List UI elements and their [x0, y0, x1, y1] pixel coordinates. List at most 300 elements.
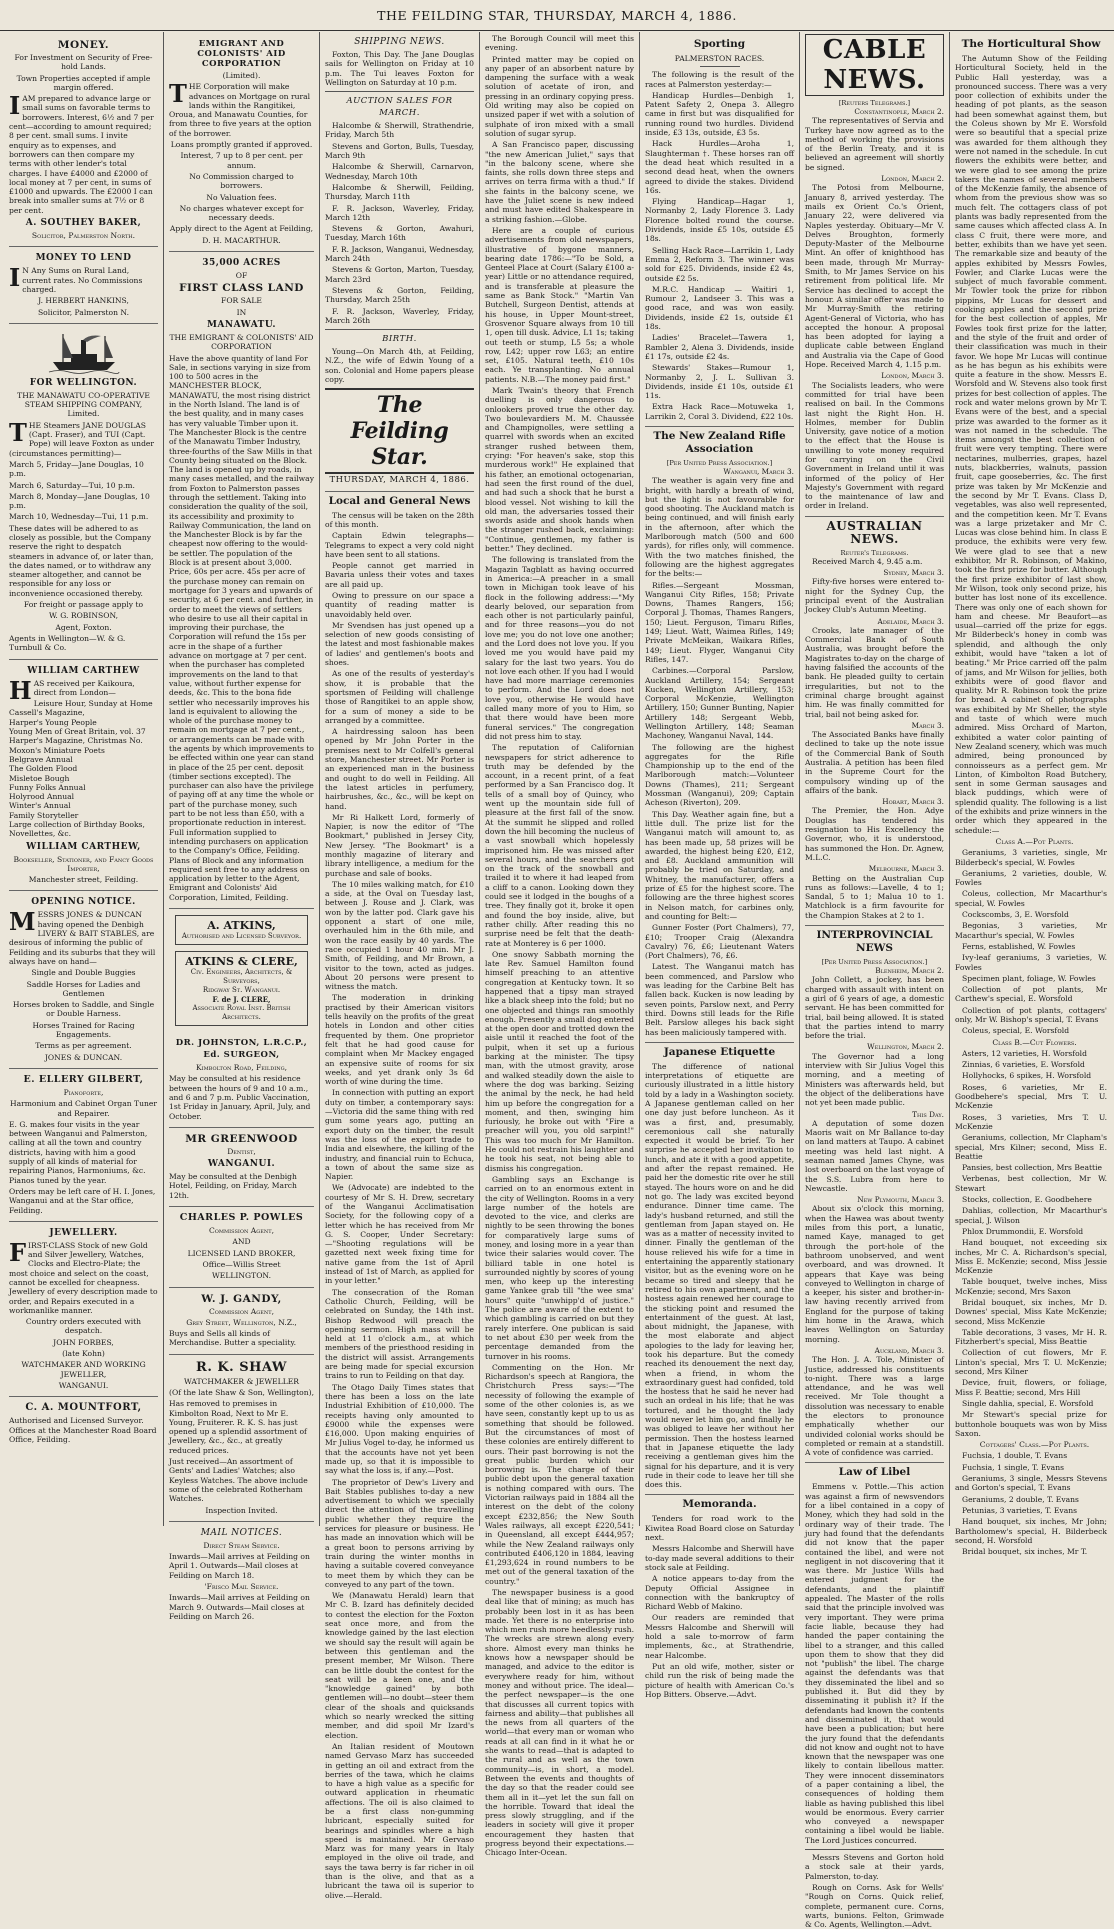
interprovincial-heading: INTERPROVINCIAL NEWS — [805, 925, 944, 955]
shaw-assortment: Just received—An assortment of Gents' and Ladies' Watches; also Keyless Watches. The above include some of the celebrated Rotherham Watches. — [169, 1457, 308, 1504]
johnston-addr: Kimbolton Road, Feilding, — [195, 1063, 287, 1073]
news-paragraph: The newspaper business is a good deal like that of mining; as much has probably been lost in it as has been made. Yet there is no enterprise into which men rush more heedlessly rush. The wrecks are strewn along every shore. Almost every man thinks he knows how a newspaper should be managed, and advice to the editor is everywhere ready for him, without money and without price. The ideal—the perfect newspaper—is the one that discusses all current topics with fairness and ability—that publishes all the news from all quarters of the world—that every man or woman who reads at all can find in it what he or she wants to read—that is adapted to the rural and as well as the town community—is, in short, a model. Between the events and thoughts of the day so that the reader could see them all in it—yet let the sun fall on the horrible. Toward that ideal the press slowly struggling, and if the leaders in society will give it proper encouragement they hasten that progress beyond their expectations.—Chicago Inter-Ocean. — [485, 1587, 634, 1858]
news-paragraph: People cannot get married in Bavaria unless their votes and taxes are all paid up. — [325, 561, 474, 589]
news-paragraph: A hairdressing saloon has been opened by Mr John Porter in the premises next to Mr Colfell's general store, Manchester street. Mr Porter is an experienced man in the business and ought to do well in Feilding. All the latest articles in perfumery, hairbrushes, &c., &c., will be kept on hand. — [325, 727, 474, 811]
list-item: Funny Folks Annual — [9, 782, 86, 792]
johnston-body: May be consulted at his residence between the hours of 9 and 10 a.m., and 6 and 7 p.m. Public Vaccination, 1st Friday in January, April, July, and October. — [169, 1074, 311, 1121]
jones-item: Saddle Horses for Ladies and Gentlemen — [26, 979, 141, 998]
cable-item: The representatives of Servia and Turkey have now agreed as to the method of working the provisions of the Berlin Treaty, and it is believed an agreement will shortly be signed. — [805, 116, 944, 172]
dropcap-i: I — [9, 263, 21, 293]
jones-item: Horses broken to Saddle, and Single or Double Harness. — [12, 1000, 155, 1019]
news-paragraph: Mr Ri Halkett Lord, formerly of Napier, is now the editor of "The Bookmart," published in Jersey City, New Jersey. "The Bookmart" is a monthly magazine of literary and library intelligence, a medium for the purchase and sale of books. — [325, 812, 474, 878]
cable-location: London, March 3. — [881, 371, 944, 381]
prize-item: Collection of pot plants, Mr Carthew's special, E. Worsfold — [955, 985, 1107, 1004]
column-3 — [320, 32, 480, 1900]
memo-paragraph: A notice appears to-day from the Deputy Official Assignee in connection with the bankruptcy of Richard Webb of Makino. — [645, 1574, 794, 1612]
star-date: THURSDAY, MARCH 4, 1886. — [329, 475, 470, 486]
race-result: M.R.C. Handicap — Waitiri 1, Rumour 2, Landseer 3. This was a good race, and was won easily. Dividends, inside £2 1s, outside £1 18s. — [645, 284, 794, 332]
steam-body: THE Steamers JANE DOUGLAS (Capt. Fraser), and TUI (Capt. Pope) will leave Foxton as under (circumstances permitting)— — [9, 417, 155, 458]
greenwood-town: WANGANUI. — [207, 1159, 276, 1170]
mail-direct: Direct Steam Service. — [203, 1540, 280, 1550]
prize-item: Phlox Drummondii, E. Worsfold — [962, 1226, 1084, 1236]
news-paragraph: The Otago Daily Times states that there has been a loss on the late Industrial Exhibition of £10,000. The receipts having only amounted to £9000 while the expenses were £16,000. Upon making enquiries of Mr Julius Vogel to-day, he informed us that the accounts have not yet been made up, so that it is impossible to say what the loss is, if any.—Post. — [325, 1382, 474, 1476]
gandy-addr: Grey Street, Wellington, N.Z., — [186, 1317, 297, 1327]
cable-location: London, March 2. — [881, 174, 944, 184]
lend-heading: MONEY TO LEND — [35, 253, 132, 264]
powles-licence: LICENSED LAND BROKER, — [187, 1248, 296, 1258]
emigrant-ltd: (Limited). — [222, 71, 261, 80]
atkins-clere-addr: Ridgway St. Wanganui. — [202, 986, 281, 995]
cable-location: Constantinople, March 2. — [854, 107, 944, 116]
divider — [700, 66, 740, 67]
prize-item: Zinnias, 6 varieties, E. Worsfold — [962, 1060, 1085, 1070]
dropcap-t: T — [9, 417, 27, 447]
gandy-sub: Commission Agent, — [208, 1306, 274, 1316]
column-1 — [4, 32, 164, 1526]
shaw-heading: R. K. SHAW — [196, 1359, 287, 1375]
auction-item: Stevens & Gorton, Marton, Tuesday, March 23rd — [325, 265, 474, 284]
list-item: Moxon's Miniature Poets — [9, 745, 105, 755]
gandy-heading: W. J. GANDY, — [201, 1292, 282, 1305]
rough-on-corns-ad: Rough on Corns. Ask for Wells' "Rough on Corns. Quick relief, complete, permanent cure. Corns, warts, bunions. Felton, Grimwade & Co. Agents, Wellington.—Advt. — [805, 1882, 944, 1929]
forbes-title: WATCHMAKER AND WORKING JEWELLER, — [21, 1360, 146, 1379]
aus-location: Hobart, March 3. — [882, 797, 944, 807]
prize-item: Verbenas, best collection, Mr W. Stewart — [955, 1174, 1107, 1193]
dropcap-m: M — [9, 907, 36, 937]
race-result: Flying Handicap—Hagar 1, Normanby 2, Lady Florence 3. Lady Florence bolted round the course. Dividends, inside £5 10s, outside £5 18s. — [645, 197, 794, 244]
mail-body-2: Inwards—Mail arrives at Feilding on March 9. Outwards—Mail closes at Feilding on March 26. — [169, 1593, 310, 1621]
nocomm-line: No Commission charged to borrowers. — [189, 171, 294, 191]
sailing-2: March 6, Saturday—Tui, 10 p.m. — [9, 480, 135, 490]
list-item: Cassell's Magazine, — [9, 708, 85, 718]
gilbert-body: E. G. makes four visits in the year between Wanganui and Palmerston, calling at all the town and country districts, having with him a good supply of all kinds of material for repairing Pianos, Harmoniums, &c. Pianos tuned by the year. — [9, 1119, 148, 1185]
aus-location: Adelaide, March 3. — [877, 616, 944, 626]
news-paragraph: Gambling says an Exchange is carried on to an enormous extent in the city of Wellington. Rooms in a very large number of the hotels are devoted to the vice, and clerks are nightly to be seen throwing the bones for comparatively large sums of money, and losing more in a year than twice their salaries would cover. The billiard table in one hotel is surrounded nightly by scores of young men, who keep up the interesting game Yankee grab till "the wee sma' hours" quite "unwhipp'd of justice." The police are aware of the extent to which gambling is carried on but they rarely interfere. One publican is said to net about £30 per week from the percentage demanded from the turnover in his rooms. — [485, 1174, 634, 1361]
news-paragraph: Mr Svendsen has just opened up a selection of new goods consisting of the latest and most fashionable makes of ladies' and gentlemen's boots and shoes. — [325, 620, 474, 668]
auction-item: Stevens & Gorton, Feilding, Thursday, March 25th — [325, 285, 474, 305]
inter-item: John Collett, a jockey, has been charged with assault with intent on a girl of 6 years of age, a domestic servant. He has been committed for trial, bail being allowed. It is stated that the parties intend to marry before the trial. — [805, 975, 944, 1041]
local-news-heading: Local and General News — [325, 491, 474, 508]
race-result: Ladies' Bracelet—Tawera 1, Rambler 2, Alena 3. Dividends, inside £1 17s, outside £2 4s. — [645, 333, 794, 361]
forbes-late: (late Kohn) — [62, 1349, 105, 1359]
money-ad — [9, 34, 158, 247]
divider — [325, 91, 474, 92]
prize-item: Begonias, 3 varieties, Mr Macarthur's special, W. Fowles — [955, 921, 1107, 940]
prize-item: Collection of pot plants, cottagers' only, Mr W. Bishop's special, T. Evans — [955, 1005, 1107, 1024]
emig2-heading: THE EMIGRANT & COLONISTS' AID CORPORATION — [169, 332, 314, 352]
gandy-body: Buys and Sells all kinds of Merchandise. Butter a speciality. — [169, 1329, 297, 1348]
news-paragraph: As one of the results of yesterday's show, it is probable that the sportsmen of Feilding will challenge those of Rangitikei to an apple show, for a sum of money a side to be arranged by a committee. — [325, 669, 474, 725]
firstclass-heading: FIRST CLASS LAND — [179, 282, 304, 295]
baker-title: Solicitor, Palmerston North. — [31, 231, 136, 241]
forbes-name: JOHN FORBES, — [53, 1337, 114, 1347]
atkins-clere-name: ATKINS & CLERE, — [185, 955, 298, 969]
column-6 — [800, 32, 950, 1929]
opening-heading: OPENING NOTICE. — [31, 897, 136, 908]
lend-ad — [9, 247, 158, 323]
money-line: Town Properties accepted if ample margin offered. — [16, 73, 151, 92]
news-paragraph: The consecration of the Roman Catholic Church, Feilding, will be celebrated on Sunday, the 14th inst. Bishop Redwood will preach the opening sermon. High mass will be held at 11 o'clock a.m., at which members of the priesthood residing in the district will assist. Arrangements are being made for special excursion trains to run to Feilding on that day. — [325, 1287, 474, 1381]
memo-paragraph: Put an old wife, mother, sister or child run the risk of being made the picture of health with American Co.'s Hop Bitters. Observe.—Advt. — [645, 1661, 794, 1699]
carthew-name: WILLIAM CARTHEW, — [26, 841, 141, 852]
list-item: Holyrood Annual — [9, 792, 75, 802]
carthew-more: Large collection of Birthday Books, Novellettes, &c. — [9, 820, 145, 839]
gilbert-orders: Orders may be left care of H. I. Jones, Wanganui and at the Star office, Feilding. — [9, 1186, 156, 1215]
news-paragraph: The moderation in drinking practised by their American visitors tells heavily on the profits of the great hotels in London and other cities frequented by them. One proprietor felt that he had good cause for complaint when Mr Mackey engaged an expensive suite of rooms for six weeks, and yet drank only 3s 6d worth of wine during the time. — [325, 993, 474, 1087]
atkins-box — [175, 915, 308, 945]
nocharges-line: No charges whatever except for necessary deeds. — [179, 203, 304, 223]
greenwood-sub: Dentist, — [227, 1146, 256, 1156]
rifle-source: [Per United Press Association.] — [666, 458, 773, 467]
jones-sign: JONES & DUNCAN. — [44, 1052, 123, 1062]
prize-item: Geraniums, 2 varieties, double, W. Fowles — [955, 868, 1107, 888]
prize-item: Table bouquet, twelve inches, Miss McKenzie; second, Mrs Saxon — [955, 1277, 1107, 1296]
macarthur-name: D. H. MACARTHUR. — [202, 235, 281, 245]
carthew-ad — [9, 660, 158, 892]
cable-source: [Reuters Telegrams.] — [838, 99, 911, 107]
news-paragraph: Printed matter may be copied on any paper of an absorbent nature by dampening the surface with a weak solution of acetate of iron, and pressing in an ordinary copying press. Old writing may also be copied on unsized paper if wet with a solution of sulphate of iron mixed with a small solution of sugar syrup. — [485, 54, 634, 138]
greenwood-body: May be consulted at the Denbigh Hotel, Feilding, on Friday, March 12th. — [169, 1172, 297, 1200]
list-item: Young Men of Great Britain, vol. 37 — [9, 727, 146, 737]
etiquette-heading: Japanese Etiquette — [645, 1042, 794, 1059]
dropcap-i: I — [9, 91, 21, 121]
mail-body: Inwards—Mail arrives at Feilding on April 1. Outwards—Mail closes at Feilding on March 18. — [169, 1552, 310, 1580]
news-paragraph: A San Francisco paper, discussing "the new American Juliet," says that "in the balcony scene, where she faints, she rolls down three steps and arrives on terra firma with a thud." If she faints in the balcony scene, we have the Juliet scene is new indeed and must have edited Shakespeare in a striking fashion.—Globe. — [485, 140, 634, 224]
gandy-ad — [169, 1288, 314, 1355]
prize-item: Ferns, established, W. Fowles — [962, 941, 1076, 951]
robinson-name: W. G. ROBINSON, — [48, 611, 119, 621]
local-news — [325, 511, 474, 1900]
race-result: The following is the result of the races at Palmerston yesterday:— — [645, 70, 794, 89]
sailing-4: March 10, Wednesday—Tui, 11 p.m. — [9, 512, 149, 522]
aus-item: Fifty-five horses were entered to-night for the Sydney Cup, the principal event of the Australian Jockey Club's Autumn Meeting. — [805, 577, 944, 615]
race-result: Selling Hack Race—Larrikin 1, Lady Emma 2, Reform 3. The winner was sold for £25. Dividends, inside £2 4s, outside £2 5s. — [645, 245, 794, 283]
inter-location: Wellington, March 2. — [867, 1042, 944, 1052]
loans-line: Loans promptly granted if approved. — [170, 140, 313, 150]
auction-item: Halcombe & Sherwill, Strathendrie, Friday, March 5th — [325, 121, 474, 140]
shaw-late: (Of the late Shaw & Son, Wellington), — [169, 1387, 314, 1397]
prize-item: Collection of cut flowers, Mr F. Linton's special, Mrs T. U. McKenzie; second, Mrs Kilner — [955, 1348, 1107, 1377]
auction-item: Halcombe & Sherwill, Carnarvon, Wednesday, March 10th — [325, 162, 474, 181]
rifle-paragraph: The following are the highest aggregates for the Rifle Championship up to the end of the Marlborough match:—Volunteer Downs (Thames), 211; Sergeant Mossman (Wanganui), 209; Captain Acheson (Riverton), 209. — [645, 742, 794, 808]
hort-paragraph: The Autumn Show of the Feilding Horticultural Society, held in the Public Hall yesterday, was a pronounced success. There was a very poor collection of exhibits under the heading of pot plants, as the season had been somewhat against them, but the Coleus shown by Mr E. Worsfold were so beautiful that a special prize was awarded for them although they were not named in the schedule. In cut flowers the exhibits were better, and we were glad to see among the prize takers the names of several members of the McKenzie family, the absence of whom from the previous show was so much felt. The cottagers class of pot plants was badly represented from the same causes which affected class A. In class C fruit, there were more, and better, exhibits than we have yet seen. The remarkable size and beauty of the apples exhibited by Messrs Fowles, Fowler, and Clarke Lucas were the subject of much favorable comment. Mr Towler took the prize for ribbon pippins, Mr Lucas for dessert and cooking apples and the second prize for the best collection of apples, Mr Fowles took first prize for the latter, and the style of the fruit and order of their classification was much in their favor. We hope Mr Lucas will continue as he has begun as his exhibits were quite a feature in the show. Messrs E. Worsfold and W. Stevens also took first prizes for best collection of apples. The rock and water melons grown by Mr T. Evans were of the best, and a special prize was awarded to the former as it was not named in the schedule. The items amongst the best collection of fruit were very tempting. There were nectarines, mulberries, grapes, hazel nuts, blackberries, walnuts, passion fruit, cape gooseberries, &c. The first prize was taken by Mr McKenzie and the second by Mr T. Evans. Class D, vegetables, was also well represented, and the competition keen. Mr T. Evans was a large prizetaker and Mr C. Lucas was close behind him. In class E produce, the exhibits were very few. We were glad to see that a new exhibitor, Mr R. Robinson, of Makino, took the first prize for butter. Although the first prize exhibitor of last show, Mr Wilson, took only second prize, his butter has lost none of its excellence. There was only one of each shown for ham and cheese. Mr Beaufort—as usual—carried off the prize for eggs. Mr Bilderbeck's honey in comb was splendid, and although the only exhibit, would have "taken a lot of beating." Mr Price carried off the palm of jams, and Mr Wilson for jellies, both exhibits were of good flavor and quality. Mr R. Robinson took the prize for bread. A cabinet of photographs was exhibited by Mr Sheller, the style and taste of which were much admired. Miss Orchard of Marton, exhibited a water color painting of New Zealand scenery, which was much admired, being pronounced by connoisseurs as a perfect gem. Mr Linton, of Kimbolton Road Butchery, sent in some German sausages and black puddings, which were of splendid quality. The following is a list of the exhibits and prize winners in the order which they appeared in the schedule:— — [955, 54, 1107, 835]
jewellery-ad — [9, 1222, 158, 1397]
greenwood-ad — [169, 1128, 314, 1207]
agents-line: Agents in Wellington—W. & G. Turnbull & Co. — [9, 633, 126, 653]
hankins-title: Solicitor, Palmerston N. — [37, 307, 129, 317]
mountfort-body: Authorised and Licensed Surveyor. Offices at the Manchester Road Board Office, Feilding. — [9, 1416, 157, 1444]
inter-location: Auckland, March 3. — [874, 1345, 944, 1355]
prize-item: Specimen plant, foliage, W. Fowles — [962, 973, 1096, 983]
inter-location: New Plymouth, March 3. — [857, 1195, 944, 1205]
powles-ad — [169, 1207, 314, 1287]
rifle-heading: The New Zealand Rifle Association — [645, 426, 794, 456]
baker-name: A. SOUTHEY BAKER, — [25, 218, 142, 229]
mail-notices — [169, 1522, 314, 1627]
rifle-paragraph: This Day. Weather again fine, but a little dull. The prize list for the Wanganui match will amount to, as has been made up, 58 prizes will be awarded, the highest being £20, £12, and £8. Auckland ammunition will probably be tried on Saturday, and Whitney, the manufacturer, offers a prize of £5 for the highest score. The following are the three highest scores in Nelson match, for carbines only, and counting for Belt:— — [645, 809, 794, 921]
australian-news-heading: AUSTRALIAN NEWS. — [805, 516, 944, 546]
libel-heading: Law of Libel — [805, 1462, 944, 1479]
powles-sub: Commission Agent, — [208, 1226, 274, 1236]
prize-item: Roses, 3 varieties, Mrs T. U. McKenzie — [955, 1112, 1107, 1131]
auction-item: F. R. Jackson, Wanganui, Wednesday, March 24th — [325, 244, 474, 264]
powles-and: AND — [232, 1237, 251, 1247]
aus-received: Received March 4, 9.45 a.m. — [812, 556, 923, 566]
jewellery-country: Country orders executed with despatch. — [25, 1317, 142, 1336]
johnston-heading: DR. JOHNSTON, L.R.C.P., Ed. SURGEON, — [175, 1038, 308, 1061]
race-result: Hack Hurdles—Aroha 1, Slaughterman †. These horses ran off the dead heat which resulted in a second dead heat, when the owners agreed to divide the stakes. Dividend 16s. — [645, 139, 794, 195]
sailing-1: March 5, Friday—Jane Douglas, 10 p.m. — [9, 459, 144, 479]
divider — [805, 1849, 944, 1850]
manawatu-heading: MANAWATU. — [206, 319, 277, 330]
land-sale-ad — [169, 252, 314, 909]
columns — [4, 32, 1112, 1929]
prize-item: Cockscombs, 3, E. Worsfold — [962, 910, 1069, 920]
prize-item: Coleus, collection, Mr Macarthur's special, W. Fowles — [955, 889, 1107, 908]
etiquette-paragraph: The difference of national interpretations of etiquette are curiously illustrated in a little history told by a lady in a Washington society. A Japanese gentleman called on her one day just before luncheon. As it was a first, and, presumably, ceremonious call she naturally expected it would be brief. To her surprise he accepted her invitation to lunch, and ate it with a good appetite, and after the repast remained. He paid her the domestic rite over he still stayed. The hours wore on and he did not go. The lady was excited beyond endurance. Dinner time came. The lady's husband returned, and still the gentleman from Japan stayed on. He was as a matter of necessity invited to dinner. Finally the gentleman of the house relieved his wife for a time in entertaining the apparently stationary visitor, but as the evening wore on he became so tired and sleepy that he retired to his own apartment, and the hostess again renewed her courage to the sticking point and resumed the entertainment of the guest. At last, about midnight, the Japanese, with the most elaborate and abject apologies to the lady for leaving her, took his departure. But the comedy reached its denouement the next day, when a friend, in whom the extraordinary guest had confided, told the hostess that he said he never had such an ordeal in his life; that he was tortured, and he thought the lady would never let him go, and finally he was obliged to leave her without her permission. Then the hostess learned that in Japanese etiquette the lady receiving a gentleman gives him the signal for his departure, and it is very rude in their code to leave her till she does this. — [645, 1061, 794, 1490]
carthew-heading: WILLIAM CARTHEW — [27, 665, 140, 676]
news-paragraph: We (Manawatu Herald) learn that Mr C. B. Izard has definitely decided to contest the election for the Foxton seat once more, and from the knowledge gained by the last election we should say the result will again be between this gentleman and the present member, Mr Wilson. There can be little doubt the contest for the seat will be a keen one, and the "knowledge gained" by both gentlemen will—no doubt—steer them clear of the shoals and quicksands which so nearly wrecked the sitting member, and did spoil Mr Izard's election. — [325, 1591, 474, 1740]
shaw-body: Has removed to premises in Kimbolton Road, Next to Mr E. Young, Fruiterer. R. K. S. has just opened up a splendid assortment of Jewellery, &c., &c., at greatly reduced prices. — [169, 1399, 307, 1455]
jones-body: MESSRS JONES & DUNCAN having opened the Denbigh LIVERY & BAIT STABLES, are desirous of informing the public of Feilding and its suburbs that they will always have on hand— — [9, 907, 156, 966]
gilbert-ad — [9, 1069, 158, 1222]
list-item: Belgrave Annual — [9, 754, 73, 764]
gilbert-sub: Harmonium and Cabinet Organ Tuner and Repairer. — [9, 1099, 158, 1118]
atkins-sub: Authorised and Licensed Surveyor. — [181, 932, 302, 941]
prize-item: Single dahlia, special, E. Worsfold — [962, 1398, 1094, 1408]
money-heading: MONEY. — [57, 39, 110, 51]
inter-source: [Per United Press Association.] — [821, 958, 928, 967]
prize-item: Geraniums, 3 varieties, single, Mr Bilderbeck's special, W. Fowles — [955, 848, 1107, 867]
powles-town: WELLINGTON. — [211, 1271, 271, 1281]
news-paragraph: Owing to pressure on our space a quantity of reading matter is unavoidably held over. — [325, 590, 474, 619]
clere-assoc: Associate Royal Inst. British Architects. — [192, 1004, 291, 1022]
sailing-3: March 8, Monday—Jane Douglas, 10 p.m. — [9, 491, 150, 511]
aus-source: Reuter's Telegrams. — [840, 548, 909, 557]
in-line: IN — [236, 307, 247, 317]
auction-item: Stevens & Gorton, Awahuri, Tuesday, March 16th — [325, 224, 474, 243]
dropcap-h: H — [9, 675, 32, 705]
prize-item: Geraniums, collection, Mr Clapham's special, Mrs Kilner; second, Miss E. Beattie — [955, 1133, 1107, 1161]
list-item: Harper's Young People — [9, 717, 97, 727]
emigrant-body: THE Corporation will make advances on Mortgage on rural lands within the Rangitikei, Oroua, and Manawatu Counties, for from three to five years at the option of the borrower. — [169, 79, 312, 138]
hort-prize-list — [955, 837, 1107, 1556]
aus-item: Betting on the Australian Cup runs as follows:—Lavelle, 4 to 1; Sandal, 5 to 1; Malua 10 to 1. Matchlock is a firm favourite for the Champion Stakes at 2 to 1. — [805, 873, 944, 920]
steam-note: These dates will be adhered to as closely as possible, but the Company reserve the right to despatch steamers in advance of, or later than, the dates named, or to withdraw any steamer altogether, and cannot be responsible for any loss or inconvenience occasioned thereby. — [9, 523, 154, 598]
prize-item: Bridal bouquet, six inches, Mr D. Downes' special, Miss Kate McKenzie; second, Miss McKenzie — [955, 1298, 1107, 1326]
jones-ad — [9, 891, 158, 1068]
shipping-body: Foxton, This Day. The Jane Douglas sails for Wellington on Friday at 10 p.m. The Tui leaves Foxton for Wellington on Saturday at 10 p.m. — [325, 50, 474, 87]
cable-item: The Potosi from Melbourne, January 8, arrived yesterday. The mails ex Orient Co.'s Orient, January 22, were delivered via Naples yesterday. Obituary—Mr V. Delves Broughton, formerly Deputy-Master of the Melbourne Mint. An offer of knighthood has been made, through Mr Murray-Smith, to Mr James Service on his retirement from political life. Mr Service has declined to accept the honour. A similar offer was made to Mr Murray-Smith the retiring Agent-General of Victoria, who has accepted the honour. A proposal has been adopted for laying a duplicate cable between England and Australia via the Cape of Good Hope. Received March 4, 1.15 p.m. — [805, 183, 944, 370]
mountfort-name: C. A. MOUNTFORT, — [25, 1402, 142, 1414]
aus-location: Sydney, March 3. — [883, 568, 944, 578]
gilbert-name: E. ELLERY GILBERT, — [23, 1073, 144, 1085]
aus-location: Melbourne, March 3. — [868, 864, 944, 874]
auction-item: F. R. Jackson, Waverley, Friday, March 26th — [325, 306, 474, 325]
prize-item: Bridal bouquet, six inches, Mr T. — [962, 1547, 1088, 1557]
atkins-clere-box — [175, 951, 308, 1026]
column-7 — [950, 32, 1112, 1557]
dropcap-f: F — [9, 1237, 27, 1267]
jones-item: Single and Double Buggies — [31, 968, 136, 978]
rifle-paragraph: Rifles.—Sergeant Mossman, Wanganui City Rifles, 158; Private Downs, Thames Rangers, 156; Corporal J. Thomas, Thames Rangers, 150; Lieut. Ferguson, Timaru Rifles, 149; Lieut. Watt, Waimea Rifles, 149; Private McMeikan, Waikara Rifles, 149; Lieut. Flyger, Wanganui City Rifles, 147. — [645, 580, 794, 664]
list-item: Leisure Hour, Sunday at Home — [33, 699, 153, 709]
jewellery-heading: JEWELLERY. — [49, 1227, 118, 1238]
auction-item: F. R. Jackson, Waverley, Friday, March 12th — [325, 203, 474, 222]
prize-item: Coleus, special, E. Worsfold — [962, 1026, 1070, 1036]
prize-item: Ivy-leaf geraniums, 3 varieties, W. Fowles — [955, 953, 1107, 972]
class-heading: Class B.—Cut Flowers. — [992, 1037, 1077, 1047]
mail-frisco: 'Frisco Mail Service. — [204, 1582, 279, 1592]
inter-item: About six o'clock this morning, when the Hawea was about twenty miles from this port, a lunatic, named Kaye, managed to get through the port-hole of the bathroom unobserved, and went overboard, and was drowned. It appears that Kaye was being conveyed to Wellington in charge of a keeper, his sister and brother-in-law having recently arrived from England for the purpose of taking him home in the Arawa, which leaves Wellington on Saturday morning. — [805, 1204, 944, 1344]
cable-news-heading: CABLE NEWS. — [805, 34, 944, 96]
jones-item: Horses Trained for Racing Engagements. — [32, 1020, 135, 1040]
memo-paragraph: Tenders for road work to the Kiwitea Road Board close on Saturday next. — [645, 1514, 794, 1543]
news-paragraph: An Italian resident of Moutown named Gervaso Marz has succeeded in getting an oil and extract from the berries of the tawa, which he claims to have a high value as a specific for outward application in rheumatic affections. The oil is also claimed to be a first class non-gumming lubricant, especially suited for bearings and spindles where a high speed is maintained. Mr Gervaso Marz was for many years in Italy employed in the olive oil trade, and says the tawa berry is far richer in oil than is the olive, and that as a lubricant the tawa oil is superior to olive.—Herald. — [325, 1741, 474, 1900]
greenwood-heading: MR GREENWOOD — [185, 1132, 298, 1145]
rifle-location: Wanganui, March 3. — [723, 466, 794, 476]
prize-item: Stocks, collection, E. Goodbehere — [962, 1195, 1092, 1205]
libel-paragraph: Emmens v. Pottle.—This action was against a firm of newsvendors for a libel contained in a copy of Money, which they had sold in the ordinary way of their trade. The jury had found that the defendants did not know that the paper contained the libel, and were not negligent in not discovering that it was there. Mr Justice Wills had entered judgment for the defendants, and the plaintiff appealed. The Master of the rolls said that the principle involved was very important. They were prima facie liable, because they had handed the paper containing the libel to a stranger, and this called upon them to show that they did not "publish" the libel. The charge against the defendants was that they disseminated the libel and so published it. But did they by disseminating it publish it? If the defendants had known the contents and disseminated it, that would have been a publication; but here the jury found that the defendants did not know and ought not to have known that the newspaper was one likely to contain libellous matter. They were innocent disseminators of a paper containing a libel, the consequences of holding them liable as having published this libel would be enormous. Every carrier who conveyed a newspaper containing a libel would be liable. The Lord Justices concurred. — [805, 1482, 944, 1845]
inter-item: The Governor had a long interview with Sir Julius Vogel this morning, and a meeting of Ministers was afterwards held, but the object of the deliberations have not yet been made public. — [805, 1051, 944, 1108]
prize-item: Hand bouquet, six inches, Mr John; Bartholomew's special, H. Bilderbeck second, H. Worsfold — [955, 1517, 1107, 1545]
auction-item: Stevens and Gorton, Bulls, Tuesday, March 9th — [325, 141, 474, 161]
wellington-heading: FOR WELLINGTON. — [29, 377, 138, 388]
news-paragraph: One snowy Sabbath morning the late Rev. Samuel Hamilton found himself preaching to an attentive congregation at Kentucky town. It so happened that a tipsy man strayed like a black sheep into the fold; but no one objected and things ran smoothly enough. Presently a small dog entered at the open door and trotted down the aisle until it reached the foot of the pulpit, when it set up a furious barking at the minister. The tipsy man, with the utmost gravity, arose and walked steadily down the aisle to where the dog was barking. Seizing the animal by the neck, he had held him up before the congregation for a moment, and then, swinging him furiously, he broke out with "Fire a preacher will you, you old sarpint!" This was too much for Mr Hamilton. He could not restrain his laughter and he took his seat, not being able to dismiss his congregation. — [485, 949, 634, 1173]
carthew-list — [9, 699, 158, 820]
aus-item: Crooks, late manager of the Commercial Bank of South Australia, was brought before the Magistrates to-day on the charge of having falsified the accounts of the bank. He pleaded guilty to certain irregularities, but not to the criminal charge brought against him. He was finally committed for trial, bail not being asked for. — [805, 625, 944, 719]
news-paragraph: The 10 miles walking match, for £10 a side, at the Oval on Tuesday last, between J. Rouse and J. Clark, was won by the latter pod. Clark gave his opponent a start of one mile, overhauled him in the 6th mile, and won the race easily by 40 yards. The race occupied 1 hour 40 min. Mr J. Smith, of Feilding, and Mr Brown, a visitor to the town, acted as judges. About 20 persons were present to witness the match. — [325, 879, 474, 992]
inter-item: The Hon. J. A. Tole, Minister of Justice, addressed his constituents to-night. There was a large attendance, and he was well received. Mr Tole thought a dissolution was necessary to enable the electors to pronounce emphatically whether our undivided colonial works should be completed or remain at a standstill. A vote of confidence was carried. — [805, 1355, 944, 1458]
birth-body: Young—On March 4th, at Feilding, N.Z., the wife of Edwin Young of a son. Colonial and Home papers please copy. — [325, 347, 474, 385]
auction-heading: AUCTION SALES FOR MARCH. — [346, 96, 453, 119]
emigrant-ad — [169, 34, 314, 252]
dropcap-t: T — [169, 79, 187, 109]
inter-location: This Day. — [912, 1109, 944, 1119]
acres-heading: 35,000 ACRES — [202, 258, 281, 269]
aus-item: The Associated Banks have finally declined to take up the note issue of the Commercial Bank of South Australia. A petition has been filed in the Supreme Court for the compulsory winding up of the affairs of the bank. — [805, 730, 944, 795]
inter-item: A deputation of some dozen Maoris wait on Mr Ballance to-day on land matters at Taupo. A cabinet meeting was held last night. A seaman named James Chyne, was lost overboard on the last voyage of the S.S. Lubra from here to Newcastle. — [805, 1118, 944, 1193]
mail-heading: MAIL NOTICES. — [200, 1527, 283, 1538]
memo-paragraph: Messrs Halcombe and Sherwill have to-day made several additions to their stock sale at Feilding. — [645, 1544, 794, 1572]
clere-name: F. de J. CLERE, — [212, 995, 271, 1005]
prize-item: Geraniums, 2 double, T. Evans — [962, 1494, 1079, 1504]
birth-heading: BIRTH. — [382, 334, 417, 345]
atkins-clere-sub: Civ. Engineers, Architects, & Surveyors, — [190, 968, 293, 986]
money-line: For Investment on Security of Free-hold Lands. — [14, 53, 153, 72]
prize-item: Hand bouquet, not exceeding six inches, Mr C. A. Richardson's special, Miss E. McKenzie; second, Miss Jessie McKenzie — [955, 1238, 1107, 1276]
class-heading: Cottagers' Class.—Pot Plants. — [979, 1440, 1090, 1450]
steam-company: THE MANAWATU CO-OPERATIVE STEAM SHIPPING COMPANY, Limited. — [17, 390, 150, 419]
shipping-heading: SHIPPING NEWS. — [354, 37, 445, 47]
rifle-paragraph: The weather is again very fine and bright, with hardly a breath of wind, but the light is not favourable for good shooting. The Auckland match is being continued, and will finish early in the afternoon, after which the Marlborough match (500 and 600 yards), for rifles only, will commence. With the two matches finished, the following are the highest aggregates for the belts:— — [645, 476, 794, 579]
masthead-line: THE FEILDING STAR, THURSDAY, MARCH 4, 1886. — [0, 0, 1114, 31]
list-item: Family Storyteller — [9, 810, 79, 820]
list-item: Harper's Magazine, Christmas No. — [9, 736, 143, 746]
race-result: Stewards' Stakes—Rumour 1, Normanby 2, J. L. Sullivan 3. Dividends, inside £1 10s, outside £1 11s. — [645, 363, 794, 401]
aus-item: The Premier, the Hon. Adye Douglas has tendered his resignation to His Excellency the Governor, who, it is understood, has summoned the Hon. Dr. Agnew, M.L.C. — [805, 806, 944, 862]
prize-item: Roses, 6 varieties, Mr E. Goodbehere's special, Mrs T. U. McKenzie — [955, 1082, 1107, 1111]
johnston-ad — [169, 1032, 314, 1128]
gilbert-title: Pianoforte, — [63, 1087, 104, 1097]
rifle-paragraph: Gunner Foster (Port Chalmers), 77, £10; Trooper Craig (Alexandra Cavalry) 76, £6; Lieutenant Waters (Port Chalmers), 76, £6. — [645, 923, 794, 961]
column-2 — [164, 32, 320, 1621]
news-paragraph: The reputation of Californian newspapers for strict adherence to truth may be defended by the account, in a recent print, of a feat performed by a San Francisco dog. It tells of a small boy of Quincy, who went up the mountain side full of pleasure at the first fall of the snow. At the summit he slipped and rolled down the hill becoming the nucleus of a vast snowball which hopelessly imprisoned him. He was missed after several hours, and the searchers got on the track of the snowball and trailed it to where it had leaped from a cliff to a canon. Looking down they could see it lodged in the boughs of a tree. They finally got it, broke it open and found the boy inside, alive, but rather chilly. After reading this no surprise need be felt that the death-rate at Monterey is 6 per 1000. — [485, 743, 634, 948]
list-item: Misletoe Bough — [9, 773, 70, 783]
prize-item: Geraniums, 3 single, Messrs Stevens and Gorton's special, T. Evans — [955, 1474, 1107, 1493]
news-paragraph: Commenting on the Hon. Mr Richardson's speech at Rangiora, the Christchurch Press says:—"The necessity of following the example of some of the other colonies is, as we have seen, constantly kept up to us as something that should be followed. But the circumstances of most of these colonies are entirely different to ours. Their past borrowing is not the great public burden which our borrowing is. The charge of their public debt upon the general taxation is nothing compared with ours. The Victorian railways paid in 1884 all the interest on the debt of the colony except £232,856; the New South Wales railways, all except £220,541; in Queensland, all except £444,957; while the New Zealand railways only contributed £406,120 in 1884, leaving £1,293,624 in round numbers to be met out of the general taxation of the country." — [485, 1362, 634, 1586]
forsale-line: FOR SALE — [221, 296, 262, 306]
emigrant-heading: EMIGRANT AND COLONISTS' AID CORPORATION — [197, 39, 286, 69]
news-paragraph: The following is translated from the Magazin Tagblatt as having occurred in America:—A preacher in a small town in Michigan took leave of his flock in the following address:—"My dearly beloved, our separation from each other is not particularly painful, and for three reasons—you do not love me; you do not love one another; and the Lord does not love you. If you loved me you would have paid my salary for the last two years. You do not love each other. If you had I would have had more marriage ceremonies to perform. And the Lord does not love you, otherwise He would have called many more of you to Him, so that there would have been more funeral services." The congregation did not press him to stay. — [485, 555, 634, 741]
column-4 — [480, 32, 640, 1858]
rifle-paragraph: Latest. The Wanganui match has been commenced, and Parslow who was leading for the Carbine Belt has fallen back. Kucken is now leading by seven points, Parslow next, and Perry third. Downs still leads for the Rifle Belt. Parslow alleges his back sight has been maliciously tampered with. — [645, 962, 794, 1037]
of-line: OF — [235, 271, 248, 281]
prize-item: Asters, 12 varieties, H. Worsfold — [962, 1048, 1087, 1058]
forbes-town: WANGANUI. — [58, 1380, 109, 1390]
atkins-name: A. ATKINS, — [207, 919, 276, 933]
sporting-heading: Sporting — [693, 38, 746, 50]
news-paragraph: Mark Twain's theory that French duelling is only dangerous to onlookers proved true the other day. Two boulevardiers M. M. Chaussée and Champignolles, were settling a quarrel with swords when an excited stranger rushed between them, crying: "For heaven's sake, stop this murderous work!" He explained that his father, an emotional octogenarian, had seen the first round of the duel, and had such a shock that he burst a blood vessel. Not wishing to kill the old man, the adversaries tossed their swords aside and shook hands when the stranger rushed back, exclaiming: "Continue, gentlemen, my father is better." They declined. — [485, 385, 634, 554]
lend-body: I N Any Sums on Rural Land, current rates. No Commissions charged. — [9, 263, 143, 294]
steamship-icon — [9, 330, 158, 374]
prize-item: Mr Stewart's special prize for buttonhole bouquets was won by Miss Saxon. — [955, 1410, 1107, 1438]
list-item: Winter's Annual — [9, 801, 71, 811]
emig2-body: Have the above quantity of land For Sale, in sections varying in size from 100 to 500 acres in the MANCHESTER BLOCK, MANAWATU, the most rising district in the North Island. The land is of the best quality, and in many cases has very valuable Timber upon it. The Manchester Block is the centre of the Manawatu Timber Industry, three-fourths of the Saw Mills in that County being situated on the Block. The land is opened up by roads, in many cases metalled, and the railway from Foxton to Palmerston passes through the settlement. Taking into consideration the quality of the soil, its accessibility and proximity to Railway Communication, the land on the Manchester Block is by far the cheapest now offering to the would-be settler. The population of the Block is at present about 3,000. Price, 60s per acre. 45s per acre of the purchase money can remain on mortgage for 3 years and upwards of security, at 6 per cent. and further, in order to meet the views of settlers who desire to use all their capital in improving their purchase, the Corporation will refund the 15s per acre in the shape of a further advance on mortgage at 7 per cent. when the purchaser has completed improvements on the land to that value, without further expense for deeds, &c. This to the bona fide settler who necessarily improves his land is equivalent to allowing the whole of the purchase money to remain on mortgage at 7 per cent., or arrangements can be made with the agents by which improvements to be effected within one year can stand in place of the 25 per cent. deposit (timber sections excepted). The purchaser can also have the privilege of paying off at any time the whole or part of the purchase money, such part to be not less than £50, with a proportionate reduction in interest. Full information supplied to intending purchasers on application to the Company's Office, Feilding. Plans of Block and any information required sent free to any address on application by letter to the Agent, Emigrant and Colonists' Aid Corporation, Limited, Feilding. — [169, 353, 314, 902]
prize-item: Device, fruit, flowers, or foliage, Miss F. Beattie; second, Mrs Hill — [955, 1378, 1107, 1397]
memoranda-heading: Memoranda. — [645, 1494, 794, 1511]
powles-office: Office—Willis Street — [202, 1259, 281, 1269]
news-paragraph: Captain Edwin telegraphs—Telegrams to expect a very cold night have been sent to all stations. — [325, 531, 474, 559]
robinson-title: Agent, Foxton. — [55, 622, 112, 632]
news-paragraph: Here are a couple of curious advertisements from old newspapers, illustrative of bygone manners, bearing date 1786:—"To be Sold, a Genteel Place at Court (Salary £100 a-year) Little or no attendance required, and is transferable at pleasure the same as Bank Stock." "Martin Van Butchell, Surgeon Dentist, attends at his house, in Upper Mount-street, Grosvenor Square always from 10 till 1, open till dusk. Advice, L1 1s; taking out teeth or stump, L5 5s; a whole row, L42; upper row L63; an entire set, £105. Natural teeth, £10 10s each. Ye transplanting. No annual patients. N.B.—The money paid first." — [485, 225, 634, 384]
prize-item: Fuchsia, 1 double, T. Evans — [962, 1451, 1068, 1461]
races-heading: PALMERSTON RACES. — [674, 54, 765, 63]
news-paragraph: The proprietor of Dew's Livery and Bait Stables publishes to-day a new advertisement to which we specially direct the attention of the travelling public whether they require the services for pleasure or business. He has made an innovation which will be a great boon to persons arriving by train during the winter months in having a suitable covered conveyance to meet them by which they can be conveyed to any part of the town. — [325, 1477, 474, 1589]
freight-line: For freight or passage apply to — [23, 600, 144, 610]
rifle-paragraph: Carbines.—Corporal Parslow, Auckland Artillery, 154; Sergeant Kucken, Wellington Artillery, 153; Corporal McKenzie, Wellington Artillery, 150; Gunner Bunting, Napier Artillery 148; Sergeant Webb, Wellington Artillery, 148; Seaman Machoney, Wanganui Naval, 144. — [645, 666, 794, 741]
shaw-ad — [169, 1355, 314, 1522]
prize-item: Hollyhocks, 6 spikes, H. Worsfold — [962, 1071, 1092, 1081]
race-result: Handicap Hurdles—Denbigh 1, Patent Safety 2, Onepa 3. Allegro came in first but was disqualified for running round two hurdles. Dividend inside, £3 13s, outside, £3 5s. — [645, 90, 794, 138]
prize-item: Petunias, 3 varieties, T. Evans — [962, 1505, 1078, 1515]
news-paragraph: The Borough Council will meet this evening. — [485, 34, 634, 53]
apply-line: Apply direct to the Agent at Feilding, — [169, 224, 314, 234]
news-paragraph: The census will be taken on the 28th of this month. — [325, 510, 474, 529]
news-paragraph: In connection with putting an export duty on timber, a contemporary says:—Victoria did the same thing with red gum some years ago, putting an export duty on the timber, the result was the loss of the export trade to India and elsewhere, the killing of the industry, and financial ruin to Echuca, a town of about the same size as Napier. — [325, 1088, 474, 1182]
money-body: IAM prepared to advance large or small sums on favorable terms to borrowers. Interest, 6½ and 7 per cent—according to amount required; 8 per cent. small sums. I invite enquiry as to expenses, and borrowers can then compare my terms with other lender's total charges. I have £4000 and £2000 of local money at 7 per cent, in sums of £1000 and upwards. The £2000 I can break into smaller sums at 7½ or 8 per cent. — [9, 91, 154, 215]
memo-paragraph: Our readers are reminded that Messrs Halcombe and Sherwill will hold a sale to-morrow of farm implements, &c., at Strathendrie, near Halcombe. — [645, 1613, 794, 1660]
carthew-trade: Bookseller, Stationer, and Fancy Goods Importer, — [13, 854, 154, 873]
prize-item: Fuchsia, 1 single, T. Evans — [962, 1462, 1064, 1472]
hankins-name: J. HERBERT HANKINS, — [38, 296, 129, 306]
race-result: Extra Hack Race—Motuweka 1, Larrikin 2, Coral 3. Dividend, £22 10s. — [645, 402, 794, 421]
jones-terms: Terms as per agreement. — [35, 1041, 132, 1051]
divider — [325, 329, 474, 330]
carthew-address: Manchester street, Feilding. — [28, 875, 139, 885]
auction-list — [325, 121, 474, 325]
shaw-inspect: Inspection Invited. — [205, 1505, 278, 1515]
feilding-star-title: The Feilding Star. — [325, 388, 474, 474]
prize-item: Dahlias, collection, Mr Macarthur's special, J. Wilson — [955, 1206, 1107, 1225]
prize-item: Pansies, best collection, Mrs Beattie — [962, 1163, 1102, 1173]
powles-heading: CHARLES P. POWLES — [179, 1212, 304, 1224]
interest-line: Interest, 7 up to 8 per cent. per annum. — [180, 151, 303, 170]
mountfort-ad — [9, 1397, 158, 1450]
aus-location: March 3. — [911, 720, 944, 730]
gorton-notice: Messrs Stevens and Gorton hold a stock sale at their yards, Palmerston, to-day. — [805, 1853, 944, 1881]
cable-item: The Socialists leaders, who were committed for trial have been realised on bail. In the Commons last night the Right Hon. H. Holmes, member for Dublin University, gave notice of a motion to the effect that the House is unwilling to vote money required for carrying on the Civil Government in Ireland until it was informed of the policy of Her Majesty's Government with regard to the maintenance of law and order in Ireland. — [805, 380, 944, 511]
